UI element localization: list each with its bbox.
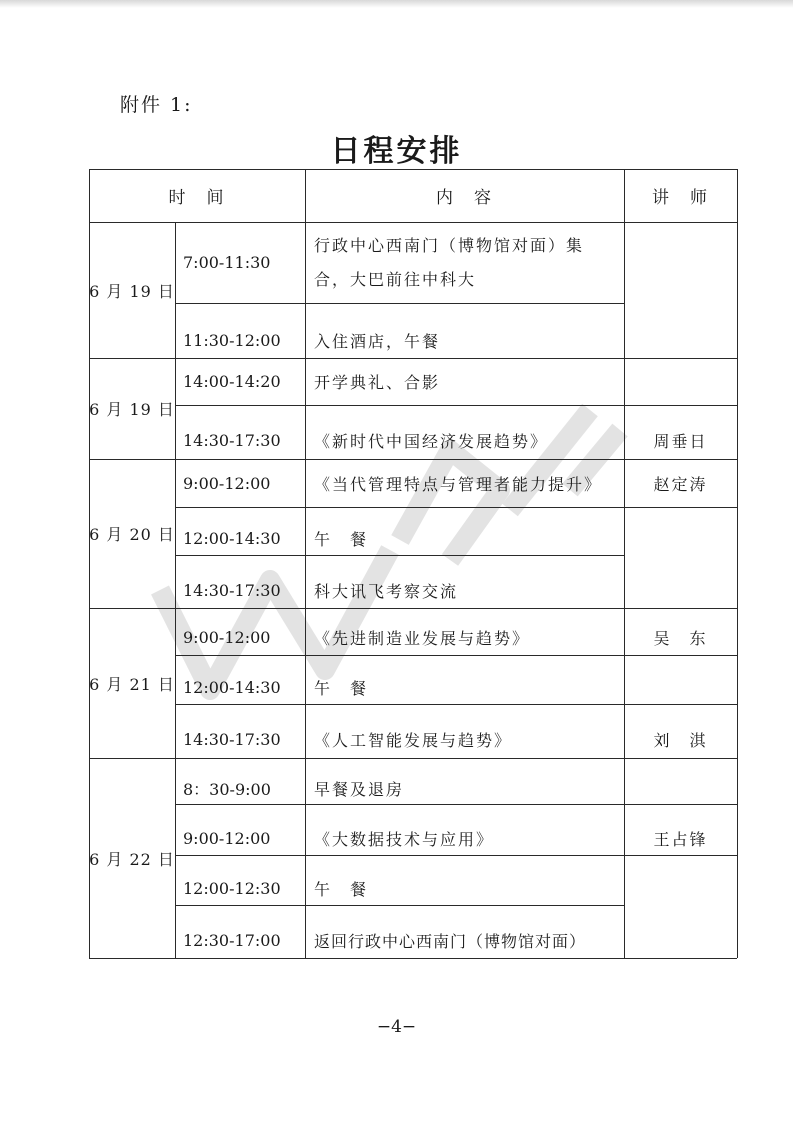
content-cell: 早餐及退房 — [314, 779, 405, 799]
time-cell: 14:30-17:30 — [183, 581, 281, 600]
speaker-cell: 吴 东 — [653, 629, 708, 648]
scan-top-edge — [0, 0, 793, 8]
header-content: 内 容 — [436, 188, 493, 208]
time-cell: 11:30-12:00 — [183, 331, 281, 350]
time-cell: 14:30-17:30 — [183, 430, 281, 450]
time-cell: 12:00-12:30 — [183, 878, 281, 898]
content-cell: 《先进制造业发展与趋势》 — [314, 629, 531, 648]
content-cell: 开学典礼、合影 — [314, 373, 441, 392]
attachment-label: 附件 1: — [120, 94, 193, 116]
date-cell: 6 月 22 日 — [89, 849, 175, 869]
date-cell: 6 月 19 日 — [89, 281, 175, 301]
speaker-cell: 王占锋 — [653, 829, 708, 849]
schedule-table — [89, 169, 737, 958]
time-cell: 7:00-11:30 — [183, 253, 271, 272]
speaker-cell: 赵定涛 — [653, 474, 708, 494]
time-cell: 14:30-17:30 — [183, 730, 281, 749]
page-number: −4− — [376, 1017, 417, 1037]
time-cell: 14:00-14:20 — [183, 372, 281, 391]
content-cell: 午 餐 — [314, 879, 369, 899]
page-title: 日程安排 — [330, 134, 463, 169]
content-cell: 科大讯飞考察交流 — [314, 582, 459, 601]
content-cell: 《人工智能发展与趋势》 — [314, 731, 513, 750]
content-cell: 《新时代中国经济发展趋势》 — [314, 431, 549, 451]
time-cell: 12:30-17:00 — [183, 931, 281, 950]
time-cell: 9:00-12:00 — [183, 628, 271, 647]
content-cell: 返回行政中心西南门（博物馆对面） — [314, 932, 587, 951]
content-cell: 行政中心西南门（博物馆对面）集合，大巴前往中科大 — [314, 235, 585, 289]
content-cell: 午 餐 — [314, 679, 369, 698]
content-cell: 入住酒店，午餐 — [314, 332, 441, 351]
header-speaker: 讲 师 — [652, 188, 709, 208]
content-cell: 《当代管理特点与管理者能力提升》 — [314, 474, 603, 494]
time-cell: 9:00-12:00 — [183, 473, 271, 493]
time-cell: 9:00-12:00 — [183, 828, 271, 848]
time-cell: 12:00-14:30 — [183, 678, 281, 697]
content-cell: 《大数据技术与应用》 — [314, 829, 495, 849]
header-time: 时 间 — [168, 188, 226, 208]
speaker-cell: 周垂日 — [653, 431, 708, 451]
date-cell: 6 月 21 日 — [89, 674, 175, 694]
time-cell: 8：30-9:00 — [183, 779, 271, 799]
speaker-cell: 刘 淇 — [653, 731, 708, 750]
time-cell: 12:00-14:30 — [183, 528, 281, 548]
date-cell: 6 月 20 日 — [89, 525, 175, 544]
date-cell: 6 月 19 日 — [89, 400, 175, 419]
content-cell: 午 餐 — [314, 529, 369, 549]
